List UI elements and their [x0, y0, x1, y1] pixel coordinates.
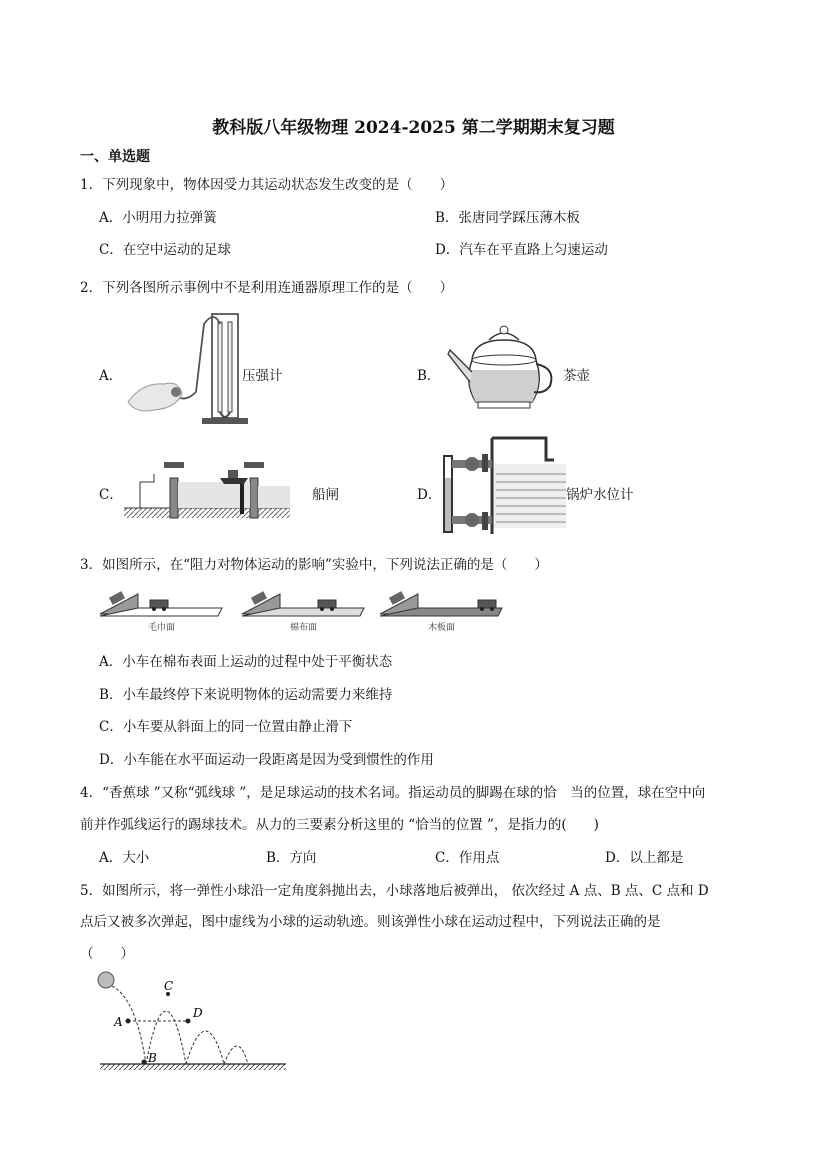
point-c-label: C [164, 979, 174, 993]
q3-stem: 3．如图所示，在“阻力对物体运动的影响”实验中，下列说法正确的是（ ） [80, 557, 548, 573]
pressure-gauge-figure [124, 312, 254, 430]
q4-option-b[interactable]: B．方向 [266, 850, 317, 866]
point-d-label: D [193, 1006, 203, 1020]
surface-label-towel: 毛巾面 [148, 623, 176, 633]
q4-stem-line1: 4．“香蕉球 ”又称“弧线球 ”，是足球运动的技术名词。指运动员的脚踢在球的恰 当的位置，球在空中向 [80, 785, 706, 801]
page-title: 教科版八年级物理 2024-2025 第二学期期末复习题 [212, 118, 615, 138]
q1-option-b[interactable]: B．张唐同学踩压薄木板 [435, 210, 580, 226]
boiler-level-gauge-figure [436, 434, 566, 536]
q5-stem-line1: 5．如图所示，将一弹性小球沿一定角度斜抛出去，小球落地后被弹出， 依次经过 A 点、B 点、C 点和 D [80, 883, 709, 899]
q2-option-d-label: 锅炉水位计 [566, 487, 634, 503]
q3-option-d[interactable]: D．小车能在水平面运动一段距离是因为受到惯性的作用 [99, 752, 434, 768]
q4-option-a[interactable]: A．大小 [99, 850, 150, 866]
teapot-figure [444, 322, 562, 418]
q1-option-c[interactable]: C．在空中运动的足球 [99, 242, 231, 258]
q4-option-c[interactable]: C．作用点 [435, 850, 500, 866]
q2-stem: 2．下列各图所示事例中不是利用连通器原理工作的是（ ） [80, 280, 454, 296]
point-a-label: A [114, 1015, 123, 1029]
point-b-label: B [148, 1051, 157, 1065]
ship-lock-figure [124, 456, 290, 522]
q5-stem-line3: （ ） [80, 946, 134, 962]
q3-option-c[interactable]: C．小车要从斜面上的同一位置由静止滑下 [99, 719, 353, 735]
surface-label-cotton: 棉布面 [290, 623, 318, 633]
q2-option-c-label: 船闸 [312, 487, 339, 503]
q2-option-b-letter[interactable]: B． [417, 368, 441, 384]
q3-option-b[interactable]: B．小车最终停下来说明物体的运动需要力来维持 [99, 687, 393, 703]
q2-option-d-letter[interactable]: D． [417, 487, 442, 503]
surface-label-wood: 木板面 [428, 623, 456, 633]
q2-option-a-letter[interactable]: A． [99, 368, 123, 384]
q1-option-a[interactable]: A．小明用力拉弹簧 [99, 210, 217, 226]
q5-stem-line2: 点后又被多次弹起，图中虚线为小球的运动轨迹。则该弹性小球在运动过程中，下列说法正确的是 [80, 914, 661, 930]
bouncing-ball-figure [96, 968, 292, 1072]
q2-option-c-letter[interactable]: C． [99, 487, 123, 503]
q1-option-d[interactable]: D．汽车在平直路上匀速运动 [435, 242, 608, 258]
q1-stem: 1．下列现象中，物体因受力其运动状态发生改变的是（ ） [80, 177, 454, 193]
q2-option-b-label: 茶壶 [563, 368, 590, 384]
q4-stem-line2: 前并作弧线运行的踢球技术。从力的三要素分析这里的 “恰当的位置 ”，是指力的( ) [80, 817, 599, 833]
section-heading: 一、单选题 [80, 149, 150, 165]
q4-option-d[interactable]: D．以上都是 [605, 850, 684, 866]
q3-option-a[interactable]: A．小车在棉布表面上运动的过程中处于平衡状态 [99, 654, 393, 670]
q2-option-a-label: 压强计 [242, 368, 283, 384]
